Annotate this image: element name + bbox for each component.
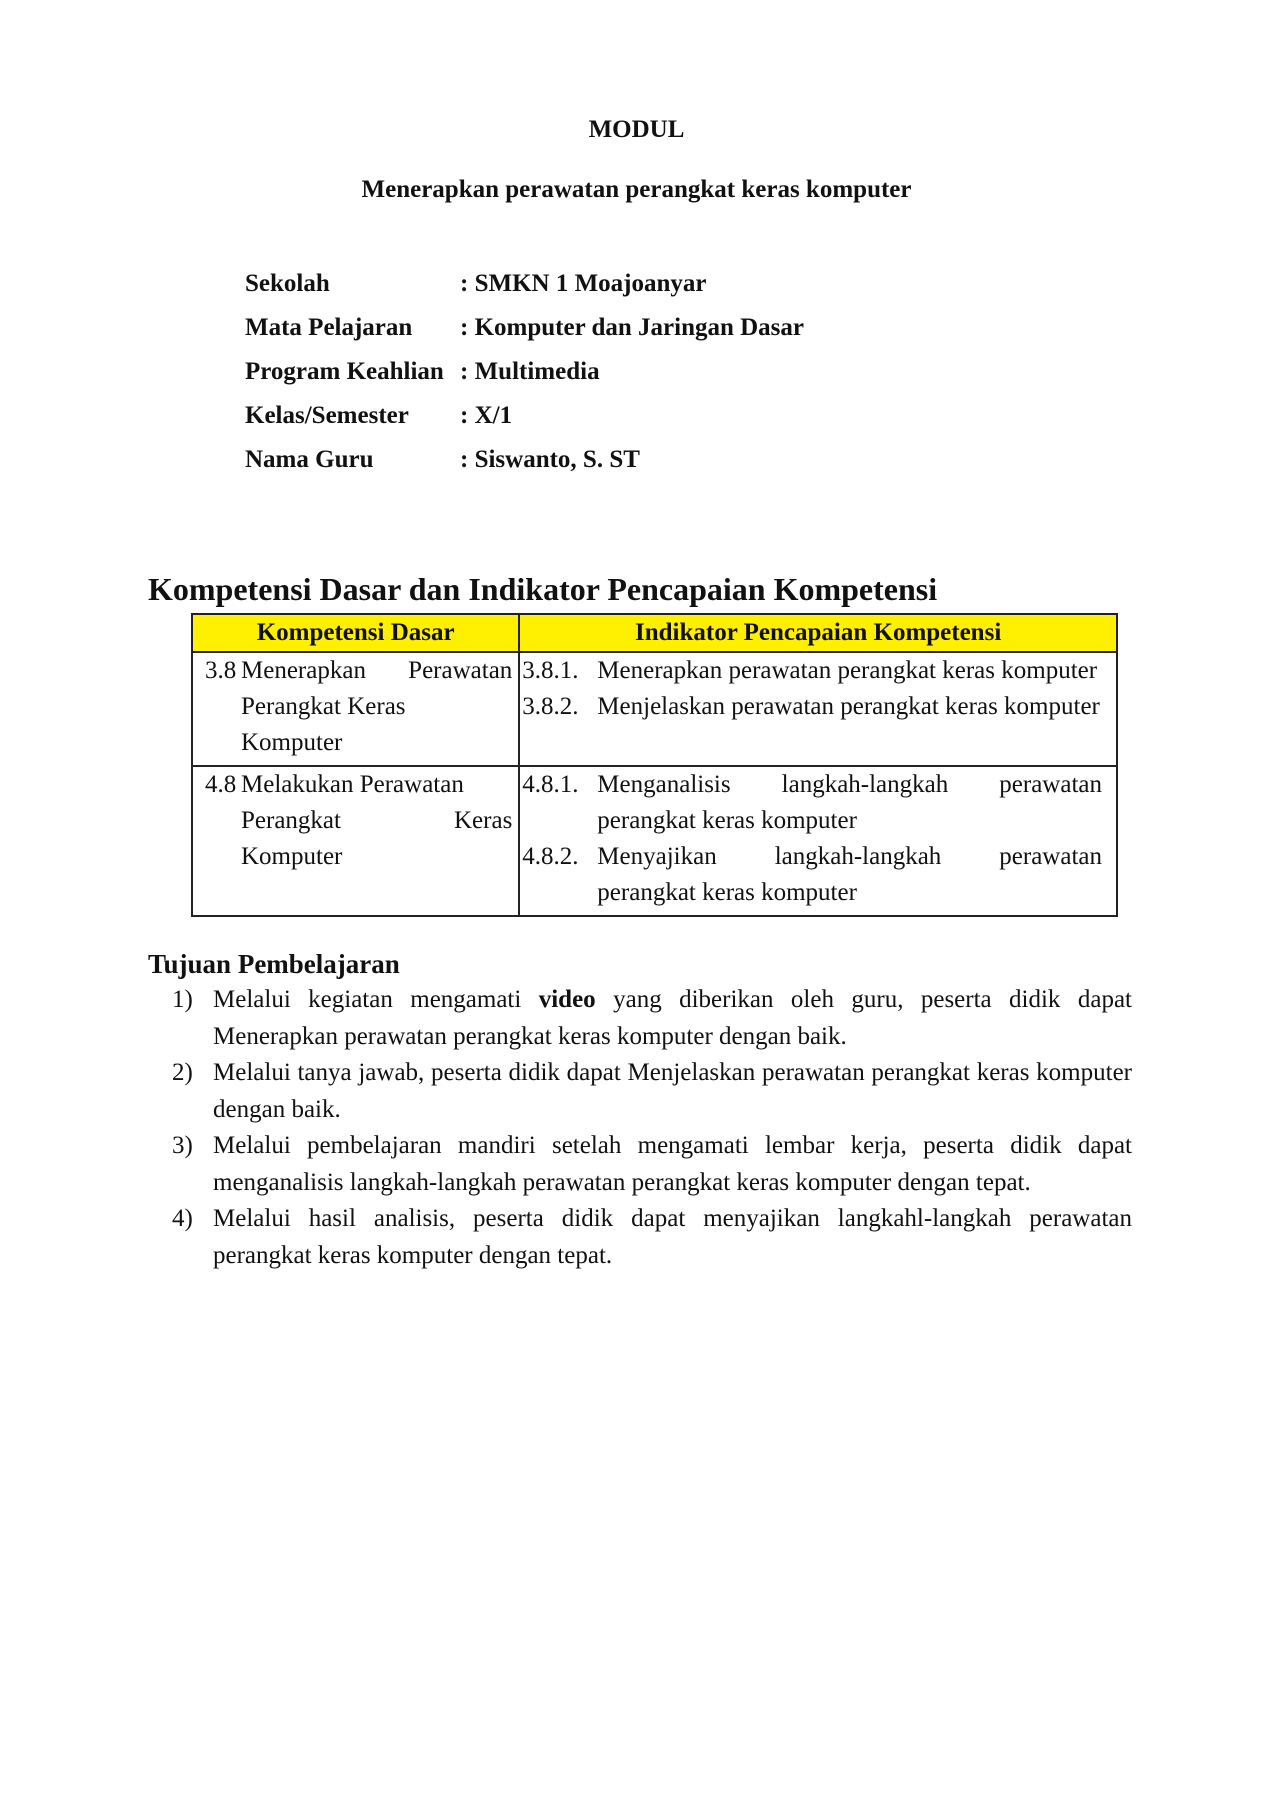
indicator-number: 4.8.2. [522,843,579,870]
list-item-number: 3) [172,1132,193,1159]
list-item [172,1128,1132,1201]
kd-number: 3.8 [205,657,237,684]
info-value: : Multimedia [460,358,600,385]
list-item [172,1201,1132,1274]
kd-number: 4.8 [205,771,237,798]
indicator-text-continued: perangkat keras komputer [597,879,857,906]
indicator-item [522,689,1102,725]
indicator-cell [519,766,1117,916]
indicator-text-continued: perangkat keras komputer [597,807,857,834]
emphasis-video: video [538,986,596,1013]
indicator-text: Menyajikan langkah-langkah perawatan [597,843,1102,870]
indicator-number: 3.8.2. [522,693,579,720]
info-value: : Siswanto, S. ST [460,446,640,473]
indicator-item [522,767,1102,839]
document-subtitle: Menerapkan perawatan perangkat keras komputer [361,176,912,203]
kd-text: Perangkat Keras [241,693,406,720]
tujuan-heading: Tujuan Pembelajaran [148,949,400,979]
list-item-text: Melalui pembelajaran mandiri setelah mengamati lembar kerja, peserta didik dapat menganalisis langkah-langkah perawatan perangkat keras komputer dengan tepat. [213,1132,1132,1196]
indicator-text: Menganalisis langkah-langkah perawatan [597,771,1102,798]
info-value: : SMKN 1 Moajoanyar [460,270,707,297]
kd-text: Menerapkan Perawatan [241,657,513,684]
indicator-number: 3.8.1. [522,657,579,684]
info-row-mata-pelajaran [245,312,804,356]
list-item-number: 1) [172,986,193,1013]
list-item-text: Melalui hasil analisis, peserta didik dapat menyajikan langkahl-langkah perawatan perangkat keras komputer dengan tepat. [213,1205,1132,1269]
indicator-item [522,653,1102,689]
list-item-number: 4) [172,1205,193,1232]
info-row-nama-guru [245,444,804,488]
table-row [192,766,1117,916]
indicator-number: 4.8.1. [522,771,579,798]
info-label: Kelas/Semester [245,402,409,429]
list-item [172,1055,1132,1128]
competency-table [191,613,1118,917]
competency-heading: Kompetensi Dasar dan Indikator Pencapaian Kompetensi [148,571,938,607]
table-header-row [192,614,1117,652]
kd-cell [192,652,519,766]
info-label: Mata Pelajaran [245,314,413,341]
table-row [192,652,1117,766]
module-info [245,268,804,488]
kd-text: Komputer [241,843,343,870]
info-value: : Komputer dan Jaringan Dasar [460,314,805,341]
list-item-number: 2) [172,1059,193,1086]
column-header-indikator: Indikator Pencapaian Kompetensi [519,614,1117,652]
indicator-text: Menjelaskan perawatan perangkat keras komputer [597,693,1100,720]
indicator-cell [519,652,1117,766]
info-label: Sekolah [245,270,330,297]
info-row-program-keahlian [245,356,804,400]
kd-text: Melakukan Perawatan [241,771,464,798]
list-item-text: Melalui kegiatan mengamati video yang diberikan oleh guru, peserta didik dapat Menerapkan perawatan perangkat keras komputer dengan baik. [213,986,1132,1050]
info-row-sekolah [245,268,804,312]
tujuan-list [172,982,1132,1274]
info-value: : X/1 [460,402,513,429]
info-row-kelas-semester [245,400,804,444]
indicator-item [522,839,1102,911]
document-title: MODUL [588,116,685,143]
info-label: Program Keahlian [245,358,444,385]
list-item [172,982,1132,1055]
indicator-text: Menerapkan perawatan perangkat keras komputer [597,657,1098,684]
kd-cell [192,766,519,916]
info-label: Nama Guru [245,446,374,473]
kd-text: Perangkat Keras [241,807,513,834]
kd-text: Komputer [241,729,343,756]
list-item-text: Melalui tanya jawab, peserta didik dapat Menjelaskan perawatan perangkat keras komputer dengan baik. [213,1059,1132,1123]
column-header-kompetensi-dasar: Kompetensi Dasar [192,614,519,652]
